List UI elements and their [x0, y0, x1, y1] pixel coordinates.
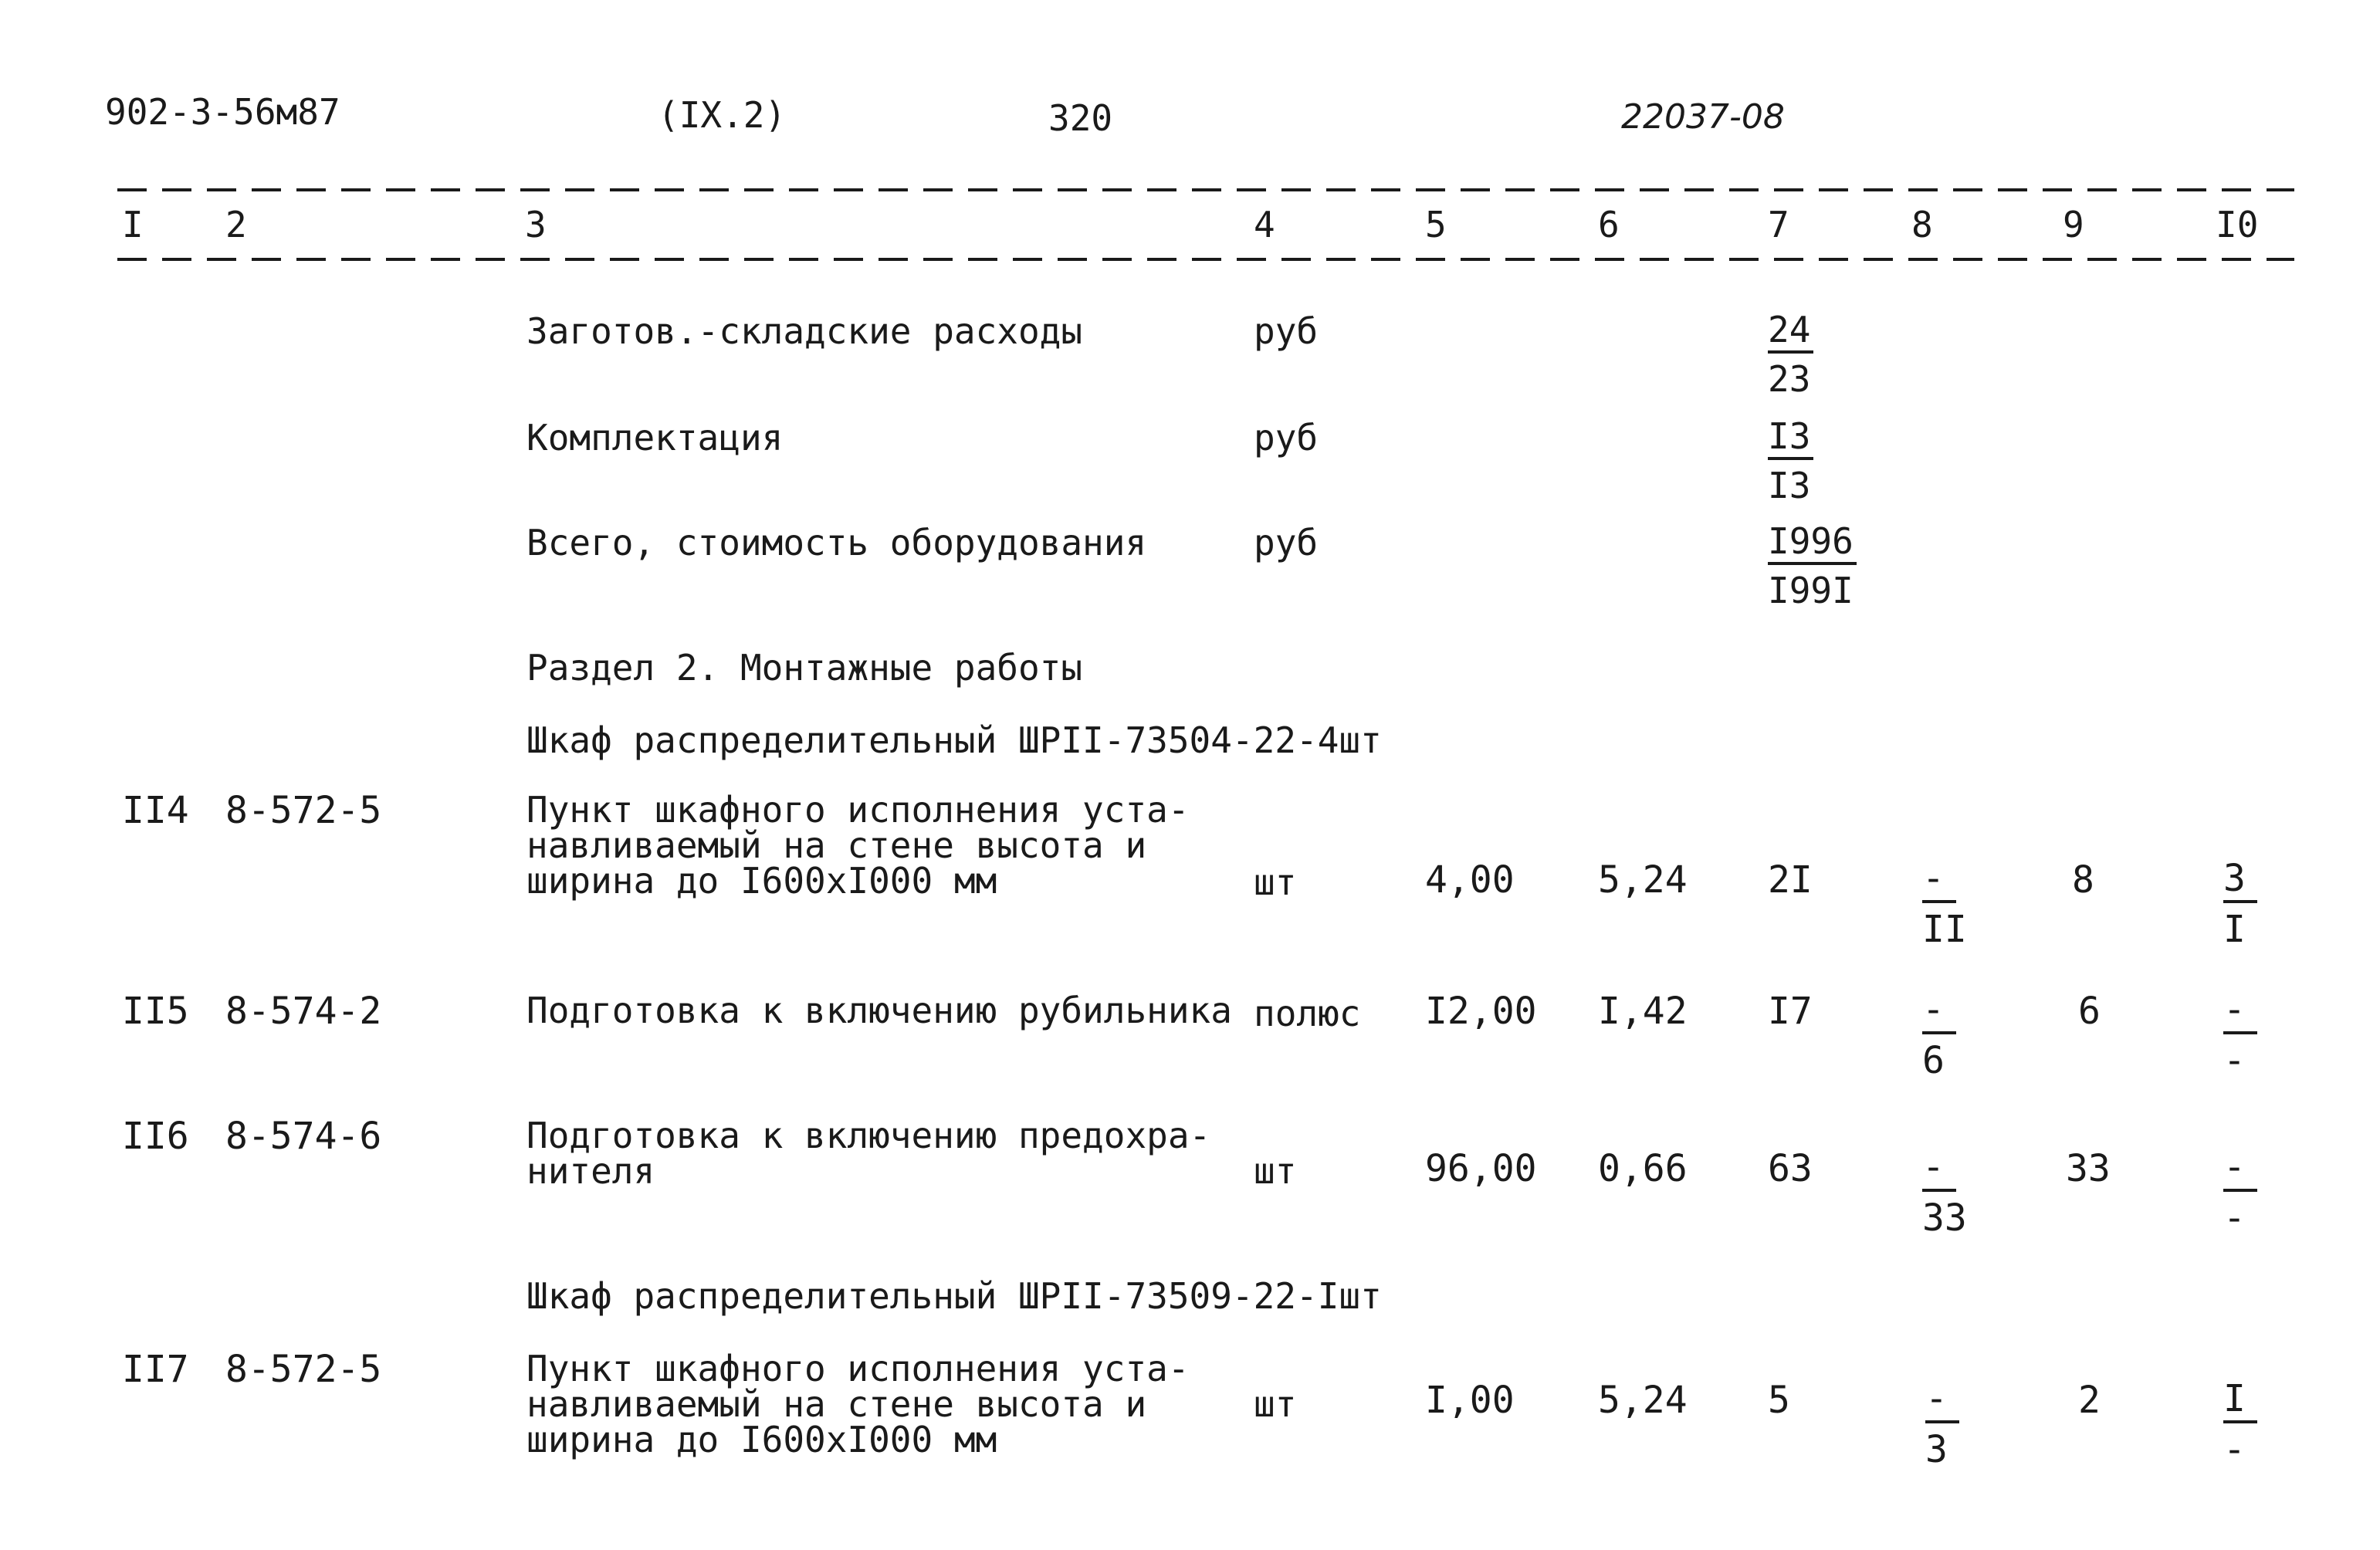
row-number: II6 — [122, 1115, 189, 1158]
summary-name: Заготов.-складские расходы — [526, 310, 1083, 352]
summary-unit: руб — [1254, 417, 1319, 459]
row-description: Пункт шкафного исполнения уста- навливаемый на стене высота и ширина до I600хI000 мм — [526, 1348, 1190, 1460]
row-unit: шт — [1254, 1383, 1297, 1425]
row-description: Пункт шкафного исполнения уста- навливаемый на стене высота и ширина до I600хI000 мм — [526, 789, 1190, 902]
row-col10-numerator: I — [2223, 1380, 2257, 1423]
subheading: Шкаф распределительный ШРII-73509-22-Iшт — [526, 1275, 1382, 1317]
col-header-10: I0 — [2216, 204, 2259, 245]
row-unit: полюс — [1254, 993, 1361, 1034]
row-col10-numerator: - — [2223, 991, 2257, 1034]
subheading: Шкаф распределительный ШРII-73504-22-4шт — [526, 719, 1382, 761]
row-col8-denominator: 33 — [1922, 1196, 1967, 1240]
summary-name: Всего, стоимость оборудования — [526, 522, 1147, 563]
row-total: 63 — [1768, 1147, 1813, 1190]
row-number: II7 — [122, 1348, 189, 1391]
summary-unit: руб — [1254, 522, 1319, 563]
row-number: II4 — [122, 789, 189, 832]
row-col10-numerator: 3 — [2223, 860, 2257, 903]
row-col8 — [1922, 1146, 1967, 1240]
row-col8 — [1922, 988, 1956, 1082]
row-col9: 6 — [2078, 990, 2101, 1033]
col-header-7: 7 — [1768, 204, 1789, 245]
row-number: II5 — [122, 990, 189, 1033]
summary-total-numerator: 24 — [1768, 312, 1813, 354]
row-code: 8-572-5 — [225, 789, 382, 832]
summary-name: Комплектация — [526, 417, 784, 459]
row-total: 5 — [1768, 1379, 1790, 1422]
row-unit-price: 0,66 — [1598, 1147, 1688, 1190]
section-title: Раздел 2. Монтажные работы — [526, 647, 1083, 689]
doc-code: 902-3-56м87 — [105, 91, 340, 133]
row-col10-denominator: - — [2223, 1196, 2246, 1240]
row-description: Подготовка к включению предохра- нителя — [526, 1115, 1211, 1192]
col-header-8: 8 — [1911, 204, 1933, 245]
row-unit: шт — [1254, 861, 1297, 903]
row-col8-denominator: 3 — [1925, 1428, 1948, 1471]
summary-total-denominator: 23 — [1768, 358, 1811, 400]
col-header-4: 4 — [1254, 204, 1275, 245]
col-header-5: 5 — [1425, 204, 1447, 245]
col-header-1: I — [122, 204, 144, 245]
row-col8-numerator: - — [1922, 860, 1956, 903]
row-unit-price: I,42 — [1598, 990, 1688, 1033]
row-total: I7 — [1768, 990, 1813, 1033]
col-header-9: 9 — [2063, 204, 2084, 245]
row-col9: 2 — [2078, 1379, 2101, 1422]
row-col10 — [2223, 857, 2257, 951]
col-header-2: 2 — [225, 204, 247, 245]
row-code: 8-574-2 — [225, 990, 382, 1033]
summary-total-denominator: I3 — [1768, 465, 1811, 506]
row-col8 — [1922, 857, 1967, 951]
row-quantity: I2,00 — [1425, 990, 1537, 1033]
summary-total-numerator: I3 — [1768, 418, 1813, 460]
row-col8-denominator: 6 — [1922, 1039, 1945, 1082]
row-code: 8-572-5 — [225, 1348, 382, 1391]
row-col10 — [2223, 1146, 2257, 1240]
section-code: (IX.2) — [658, 94, 787, 136]
row-quantity: 96,00 — [1425, 1147, 1537, 1190]
row-col10-denominator: - — [2223, 1428, 2246, 1471]
row-quantity: 4,00 — [1425, 858, 1515, 902]
row-col10-denominator: - — [2223, 1039, 2246, 1082]
row-col10-denominator: I — [2223, 908, 2246, 951]
row-unit-price: 5,24 — [1598, 1379, 1688, 1422]
summary-total — [1768, 415, 1813, 506]
summary-total — [1768, 520, 1857, 611]
page-number: 320 — [1048, 97, 1113, 139]
summary-total — [1768, 309, 1813, 400]
row-quantity: I,00 — [1425, 1379, 1515, 1422]
row-code: 8-574-6 — [225, 1115, 382, 1158]
row-col8-numerator: - — [1922, 1149, 1956, 1192]
sheet-code: 22037-08 — [1621, 97, 1785, 137]
summary-unit: руб — [1254, 310, 1319, 352]
header-rule-top — [117, 188, 2294, 191]
col-header-3: 3 — [525, 204, 547, 245]
summary-total-numerator: I996 — [1768, 523, 1857, 565]
row-description: Подготовка к включению рубильника — [526, 990, 1232, 1031]
header-rule-bottom — [117, 258, 2294, 261]
row-unit: шт — [1254, 1150, 1297, 1192]
row-col8-denominator: II — [1922, 908, 1967, 951]
summary-total-denominator: I99I — [1768, 570, 1854, 611]
row-col8-numerator: - — [1922, 991, 1956, 1034]
row-total: 2I — [1768, 858, 1813, 902]
row-col9: 8 — [2072, 858, 2094, 902]
row-col9: 33 — [2066, 1147, 2111, 1190]
row-col10 — [2223, 1377, 2257, 1471]
row-col10-numerator: - — [2223, 1149, 2257, 1192]
row-unit-price: 5,24 — [1598, 858, 1688, 902]
row-col8-numerator: - — [1925, 1380, 1959, 1423]
row-col8 — [1925, 1377, 1959, 1471]
row-col10 — [2223, 988, 2257, 1082]
col-header-6: 6 — [1598, 204, 1620, 245]
